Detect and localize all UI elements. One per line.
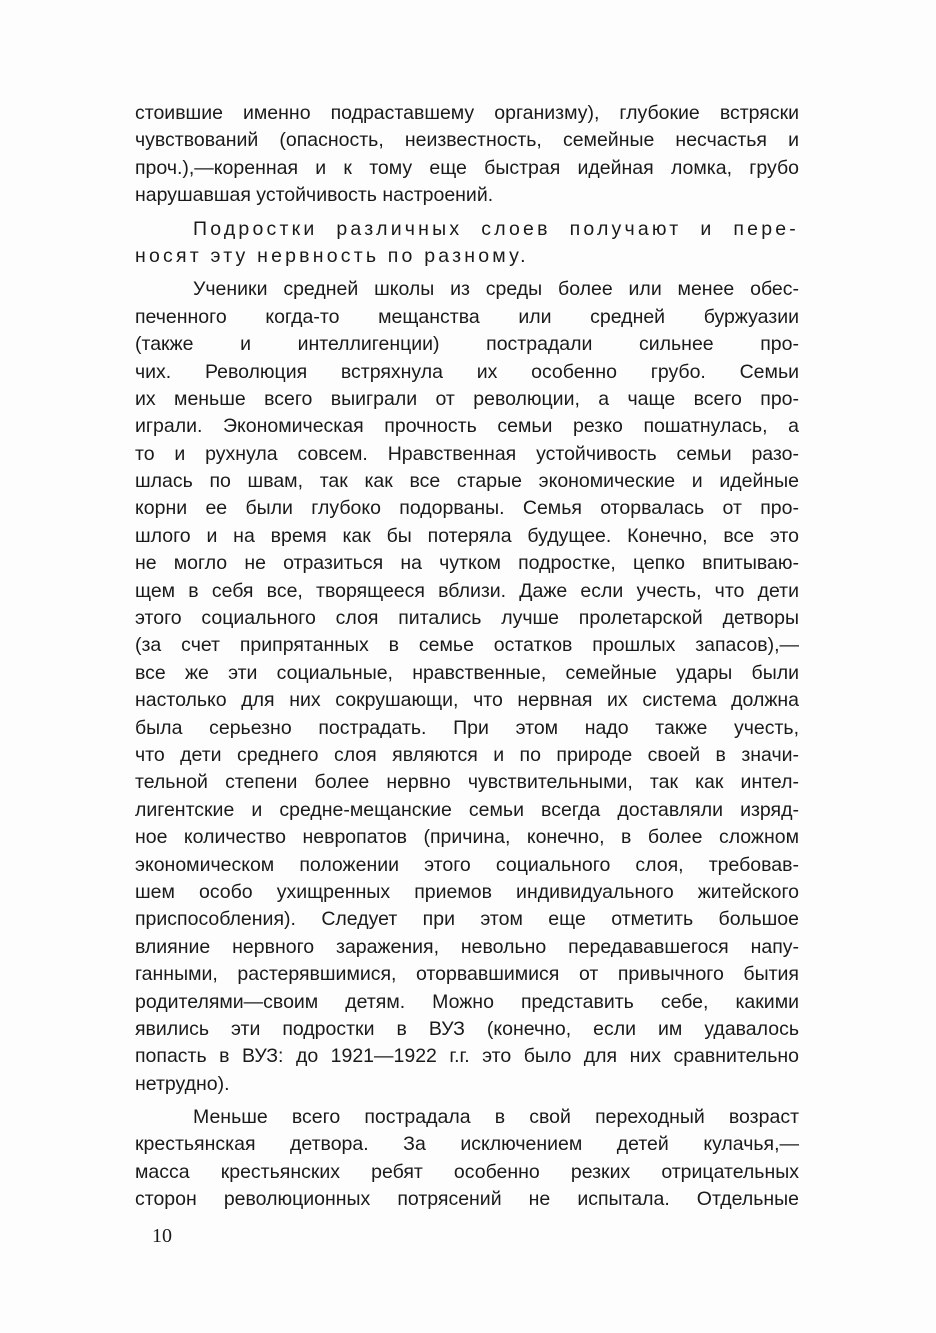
text-line: щем в себя все, творящееся вблизи. Даже если учесть, что дети xyxy=(135,579,799,602)
text-line: приспособления). Следует при этом еще отметить большое xyxy=(135,908,799,931)
text-line: нетрудно). xyxy=(135,1072,230,1095)
text-line: сторон революционных потрясений не испытала. Отдельные xyxy=(135,1188,799,1211)
text-line: была серьезно пострадать. При этом надо также учесть, xyxy=(135,716,799,739)
text-line: стоившие именно подраставшему организму), глубокие встряски xyxy=(135,102,799,124)
text-line: проч.),—коренная и к тому еще быстрая идейная ломка, грубо xyxy=(135,156,799,179)
text-line: шлась по швам, так как все старые экономические и идейные xyxy=(135,470,799,493)
text-line: явились эти подростки в ВУЗ (конечно, если им удавалось xyxy=(135,1017,799,1040)
text-line: все же эти социальные, нравственные, семейные удары были xyxy=(135,661,799,684)
text-line: ное количество невропатов (причина, конечно, в более сложном xyxy=(135,826,799,849)
text-line: крестьянская детвора. За исключением детей кулачья,— xyxy=(135,1133,799,1156)
page-number: 10 xyxy=(152,1225,172,1247)
text-line: играли. Экономическая прочность семьи резко пошатнулась, а xyxy=(135,415,799,438)
text-line: шлого и на время как бы потеряла будущее. Конечно, все это xyxy=(135,524,799,547)
text-line: что дети среднего слоя являются и по природе своей в значи- xyxy=(135,743,799,766)
body-text xyxy=(135,100,799,1214)
text-line: Подростки различных слоев получают и пере- xyxy=(193,217,799,240)
text-line: настолько для них сокрушающи, что нервная их система должна xyxy=(135,689,799,712)
text-line: (за счет припрятанных в семье остатков прошлых запасов),— xyxy=(135,634,799,657)
text-line: чих. Революция встряхнула их особенно грубо. Семьи xyxy=(135,360,799,383)
text-line: экономическом положении этого социального слоя, требовав- xyxy=(135,853,799,876)
text-line: чувствований (опасность, неизвестность, семейные несчастья и xyxy=(135,129,799,152)
text-line: их меньше всего выиграли от революции, а чаще всего про- xyxy=(135,387,799,410)
text-line: не могло не отразиться на чутком подростке, цепко впитываю- xyxy=(135,552,799,575)
text-line: Ученики средней школы из среды более или менее обес- xyxy=(193,278,799,301)
text-line: то и рухнула совсем. Нравственная устойчивость семьи разо- xyxy=(135,442,799,465)
paragraph-4 xyxy=(135,1104,799,1214)
text-line: Меньше всего пострадала в свой переходный возраст xyxy=(193,1106,799,1129)
text-line: корни ее были глубоко подорваны. Семья оторвалась от про- xyxy=(135,497,799,520)
text-line: масса крестьянских ребят особенно резких отрицательных xyxy=(135,1160,799,1183)
text-line: лигентские и средне-мещанские семьи всегда доставляли изряд- xyxy=(135,798,799,821)
text-line: шем особо ухищренных приемов индивидуального житейского xyxy=(135,880,799,903)
text-line: попасть в ВУЗ: до 1921—1922 г.г. это было для них сравнительно xyxy=(135,1045,799,1068)
text-line: родителями—своим детям. Можно представить себе, какими xyxy=(135,990,799,1013)
paragraph-3 xyxy=(135,276,799,1098)
text-line: печенного когда-то мещанства или средней буржуазии xyxy=(135,305,799,328)
paragraph-2 xyxy=(135,216,799,271)
text-line: этого социального слоя питались лучше пролетарской детворы xyxy=(135,607,799,630)
paragraph-1 xyxy=(135,100,799,210)
text-line: влияние нервного заражения, невольно передававшегося напу- xyxy=(135,935,799,958)
text-line: нарушавшая устойчивость настроений. xyxy=(135,184,494,207)
text-line: (также и интеллигенции) пострадали сильнее про- xyxy=(135,333,799,356)
text-line: тельной степени более нервно чувствительными, так как интел- xyxy=(135,771,799,794)
text-line: ганными, растерявшимися, оторвавшимися от привычного бытия xyxy=(135,963,799,986)
text-line: носят эту нервность по разному. xyxy=(135,244,529,267)
